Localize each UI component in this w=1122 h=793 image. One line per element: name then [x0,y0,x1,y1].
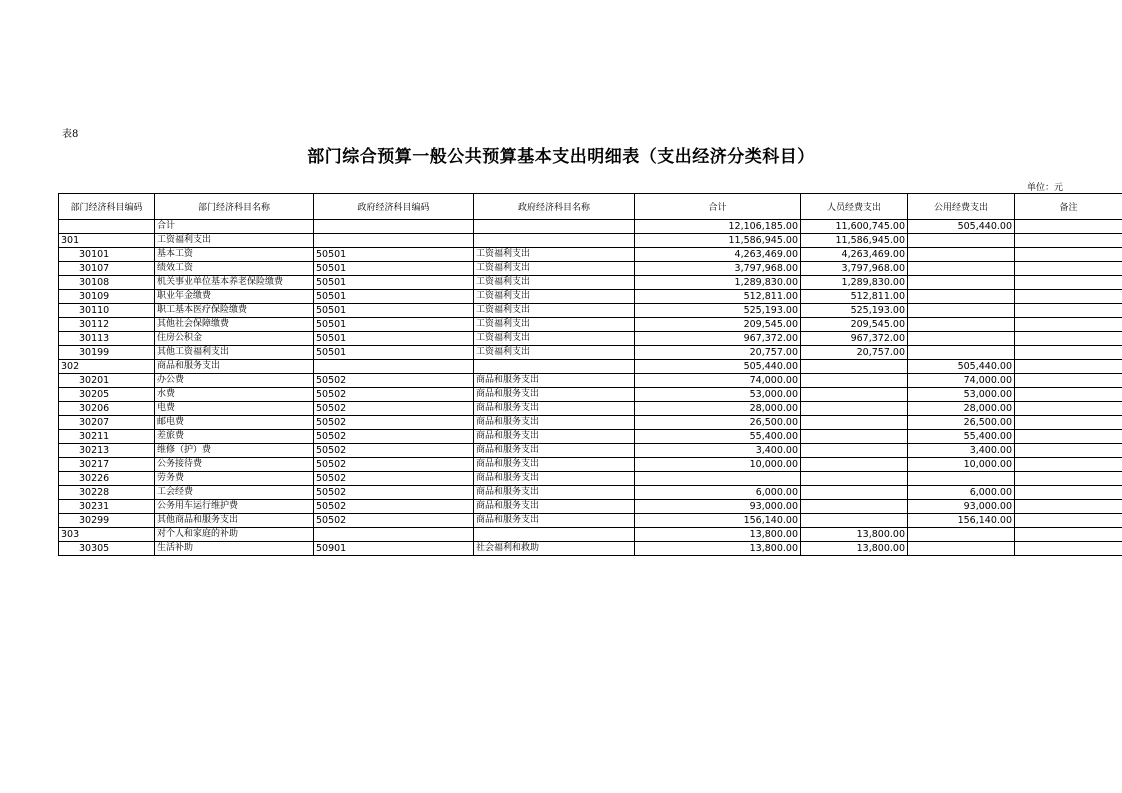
cell-dept-name: 公务用车运行维护费 [155,500,314,514]
cell-gov-code: 50501 [314,276,474,290]
cell-dept-code: 30305 [59,542,155,556]
cell-total: 967,372.00 [635,332,801,346]
cell-dept-code: 301 [59,234,155,248]
cell-gov-code: 50502 [314,514,474,528]
header-gov-code: 政府经济科目编码 [314,194,474,220]
cell-dept-code: 30231 [59,500,155,514]
cell-dept-name: 水费 [155,388,314,402]
cell-dept-code: 30113 [59,332,155,346]
cell-note [1015,220,1122,234]
cell-gov-code: 50502 [314,444,474,458]
table-row [59,262,1122,276]
cell-dept-name: 合计 [155,220,314,234]
cell-gov-code: 50502 [314,430,474,444]
cell-dept-name: 其他工资福利支出 [155,346,314,360]
cell-gov-name: 商品和服务支出 [474,374,635,388]
expenditure-detail-table [58,193,1122,556]
cell-note [1015,430,1122,444]
cell-personnel [801,360,908,374]
cell-note [1015,234,1122,248]
cell-dept-code: 30205 [59,388,155,402]
cell-personnel: 209,545.00 [801,318,908,332]
cell-total: 93,000.00 [635,500,801,514]
cell-dept-code: 30226 [59,472,155,486]
cell-personnel [801,500,908,514]
cell-dept-code: 30199 [59,346,155,360]
cell-total: 13,800.00 [635,528,801,542]
cell-personnel [801,472,908,486]
cell-personnel: 1,289,830.00 [801,276,908,290]
cell-note [1015,514,1122,528]
cell-dept-code: 30112 [59,318,155,332]
cell-total: 26,500.00 [635,416,801,430]
page-title: 部门综合预算一般公共预算基本支出明细表（支出经济分类科目） [307,147,815,167]
cell-dept-code: 30206 [59,402,155,416]
cell-note [1015,402,1122,416]
table-row [59,234,1122,248]
cell-gov-name: 工资福利支出 [474,262,635,276]
cell-gov-name: 工资福利支出 [474,318,635,332]
cell-total: 13,800.00 [635,542,801,556]
cell-dept-name: 职业年金缴费 [155,290,314,304]
cell-dept-name: 公务接待费 [155,458,314,472]
cell-note [1015,276,1122,290]
cell-dept-name: 生活补助 [155,542,314,556]
cell-personnel [801,430,908,444]
cell-note [1015,346,1122,360]
cell-note [1015,248,1122,262]
cell-dept-code: 30107 [59,262,155,276]
cell-total: 209,545.00 [635,318,801,332]
table-row [59,318,1122,332]
cell-gov-name [474,528,635,542]
cell-personnel: 11,600,745.00 [801,220,908,234]
cell-gov-code: 50901 [314,542,474,556]
cell-public: 28,000.00 [908,402,1015,416]
cell-total: 74,000.00 [635,374,801,388]
cell-gov-name: 工资福利支出 [474,346,635,360]
cell-gov-name: 工资福利支出 [474,276,635,290]
cell-total: 156,140.00 [635,514,801,528]
table-row [59,276,1122,290]
header-dept-name: 部门经济科目名称 [155,194,314,220]
cell-public [908,346,1015,360]
cell-note [1015,444,1122,458]
table-row [59,444,1122,458]
cell-personnel [801,388,908,402]
cell-gov-name [474,220,635,234]
cell-personnel [801,514,908,528]
cell-dept-name: 办公费 [155,374,314,388]
cell-note [1015,500,1122,514]
cell-public: 53,000.00 [908,388,1015,402]
cell-gov-name: 商品和服务支出 [474,458,635,472]
cell-total: 4,263,469.00 [635,248,801,262]
cell-dept-code: 30110 [59,304,155,318]
cell-public [908,234,1015,248]
cell-personnel [801,416,908,430]
cell-note [1015,318,1122,332]
table-row [59,528,1122,542]
cell-gov-code: 50502 [314,416,474,430]
cell-personnel: 13,800.00 [801,528,908,542]
cell-public: 93,000.00 [908,500,1015,514]
table-row [59,388,1122,402]
table-row [59,332,1122,346]
cell-total: 1,289,830.00 [635,276,801,290]
table-row [59,514,1122,528]
cell-public: 55,400.00 [908,430,1015,444]
cell-personnel [801,374,908,388]
cell-gov-code: 50501 [314,304,474,318]
cell-public: 3,400.00 [908,444,1015,458]
cell-dept-name: 对个人和家庭的补助 [155,528,314,542]
table-row [59,500,1122,514]
cell-public [908,332,1015,346]
cell-public: 74,000.00 [908,374,1015,388]
cell-note [1015,472,1122,486]
cell-public [908,276,1015,290]
table-row [59,542,1122,556]
cell-gov-code: 50501 [314,332,474,346]
unit-label: 单位：元 [1026,183,1063,193]
cell-public: 26,500.00 [908,416,1015,430]
table-row [59,304,1122,318]
cell-dept-code: 30228 [59,486,155,500]
cell-gov-code: 50501 [314,318,474,332]
cell-total: 10,000.00 [635,458,801,472]
cell-gov-name: 社会福利和救助 [474,542,635,556]
cell-personnel: 13,800.00 [801,542,908,556]
cell-personnel [801,458,908,472]
header-total: 合计 [635,194,801,220]
cell-note [1015,332,1122,346]
header-dept-code: 部门经济科目编码 [59,194,155,220]
cell-dept-code: 30101 [59,248,155,262]
cell-dept-name: 住房公积金 [155,332,314,346]
cell-public: 10,000.00 [908,458,1015,472]
cell-gov-code: 50501 [314,290,474,304]
cell-dept-name: 邮电费 [155,416,314,430]
cell-dept-name: 职工基本医疗保险缴费 [155,304,314,318]
cell-public [908,290,1015,304]
cell-gov-code [314,220,474,234]
cell-gov-name [474,360,635,374]
cell-dept-name: 基本工资 [155,248,314,262]
cell-dept-name: 工会经费 [155,486,314,500]
cell-dept-code [59,220,155,234]
table-number: 表8 [62,129,79,140]
table-row [59,346,1122,360]
cell-note [1015,262,1122,276]
table-row [59,416,1122,430]
cell-gov-code: 50502 [314,486,474,500]
cell-gov-code: 50502 [314,472,474,486]
cell-gov-name: 工资福利支出 [474,290,635,304]
cell-personnel: 3,797,968.00 [801,262,908,276]
cell-personnel: 525,193.00 [801,304,908,318]
table-row [59,360,1122,374]
cell-gov-name: 商品和服务支出 [474,500,635,514]
cell-personnel: 4,263,469.00 [801,248,908,262]
cell-total: 3,797,968.00 [635,262,801,276]
cell-note [1015,542,1122,556]
cell-note [1015,528,1122,542]
header-note: 备注 [1015,194,1122,220]
cell-public [908,318,1015,332]
cell-gov-name: 商品和服务支出 [474,388,635,402]
table-row [59,290,1122,304]
cell-dept-name: 机关事业单位基本养老保险缴费 [155,276,314,290]
cell-public [908,248,1015,262]
cell-note [1015,360,1122,374]
cell-gov-name: 商品和服务支出 [474,514,635,528]
table-row [59,430,1122,444]
cell-gov-name: 商品和服务支出 [474,430,635,444]
cell-total: 53,000.00 [635,388,801,402]
cell-gov-code: 50502 [314,388,474,402]
cell-public [908,262,1015,276]
cell-note [1015,290,1122,304]
table-row [59,486,1122,500]
cell-dept-name: 其他商品和服务支出 [155,514,314,528]
table-row [59,248,1122,262]
cell-public [908,472,1015,486]
cell-total: 12,106,185.00 [635,220,801,234]
cell-personnel: 11,586,945.00 [801,234,908,248]
cell-total: 6,000.00 [635,486,801,500]
cell-dept-code: 302 [59,360,155,374]
cell-total: 525,193.00 [635,304,801,318]
cell-dept-code: 30217 [59,458,155,472]
cell-dept-name: 劳务费 [155,472,314,486]
cell-gov-code: 50502 [314,374,474,388]
cell-dept-name: 商品和服务支出 [155,360,314,374]
cell-note [1015,374,1122,388]
cell-gov-name: 工资福利支出 [474,332,635,346]
cell-dept-name: 绩效工资 [155,262,314,276]
cell-dept-code: 303 [59,528,155,542]
cell-gov-name: 商品和服务支出 [474,416,635,430]
cell-gov-name: 商品和服务支出 [474,472,635,486]
cell-personnel: 967,372.00 [801,332,908,346]
cell-public [908,304,1015,318]
cell-gov-code [314,360,474,374]
cell-gov-name: 工资福利支出 [474,304,635,318]
cell-total: 55,400.00 [635,430,801,444]
cell-gov-name: 商品和服务支出 [474,444,635,458]
cell-dept-code: 30207 [59,416,155,430]
cell-gov-name: 商品和服务支出 [474,402,635,416]
cell-note [1015,486,1122,500]
cell-total: 512,811.00 [635,290,801,304]
cell-gov-code: 50502 [314,500,474,514]
cell-dept-code: 30201 [59,374,155,388]
cell-gov-name: 工资福利支出 [474,248,635,262]
cell-dept-code: 30213 [59,444,155,458]
cell-dept-name: 维修（护）费 [155,444,314,458]
table-row [59,458,1122,472]
cell-public: 6,000.00 [908,486,1015,500]
cell-dept-name: 差旅费 [155,430,314,444]
cell-personnel [801,402,908,416]
table-row [59,374,1122,388]
table-header-row [59,194,1122,220]
cell-gov-code: 50502 [314,458,474,472]
cell-gov-code [314,234,474,248]
cell-total: 505,440.00 [635,360,801,374]
cell-gov-name: 商品和服务支出 [474,486,635,500]
cell-personnel [801,444,908,458]
cell-public [908,542,1015,556]
cell-personnel: 512,811.00 [801,290,908,304]
cell-gov-code: 50501 [314,346,474,360]
cell-dept-code: 30299 [59,514,155,528]
cell-personnel: 20,757.00 [801,346,908,360]
cell-public: 505,440.00 [908,220,1015,234]
cell-personnel [801,486,908,500]
cell-total: 20,757.00 [635,346,801,360]
cell-dept-name: 工资福利支出 [155,234,314,248]
cell-dept-code: 30211 [59,430,155,444]
table-body [59,220,1122,556]
header-personnel: 人员经费支出 [801,194,908,220]
cell-public: 505,440.00 [908,360,1015,374]
cell-note [1015,388,1122,402]
table-total-row [59,220,1122,234]
cell-note [1015,458,1122,472]
cell-public [908,528,1015,542]
table-row [59,402,1122,416]
cell-total: 11,586,945.00 [635,234,801,248]
cell-public: 156,140.00 [908,514,1015,528]
cell-note [1015,416,1122,430]
cell-total: 28,000.00 [635,402,801,416]
cell-total [635,472,801,486]
cell-gov-code: 50502 [314,402,474,416]
cell-dept-name: 其他社会保障缴费 [155,318,314,332]
table-row [59,472,1122,486]
header-gov-name: 政府经济科目名称 [474,194,635,220]
cell-dept-name: 电费 [155,402,314,416]
cell-total: 3,400.00 [635,444,801,458]
header-public: 公用经费支出 [908,194,1015,220]
cell-gov-code [314,528,474,542]
cell-note [1015,304,1122,318]
cell-dept-code: 30109 [59,290,155,304]
cell-dept-code: 30108 [59,276,155,290]
cell-gov-code: 50501 [314,248,474,262]
cell-gov-name [474,234,635,248]
cell-gov-code: 50501 [314,262,474,276]
